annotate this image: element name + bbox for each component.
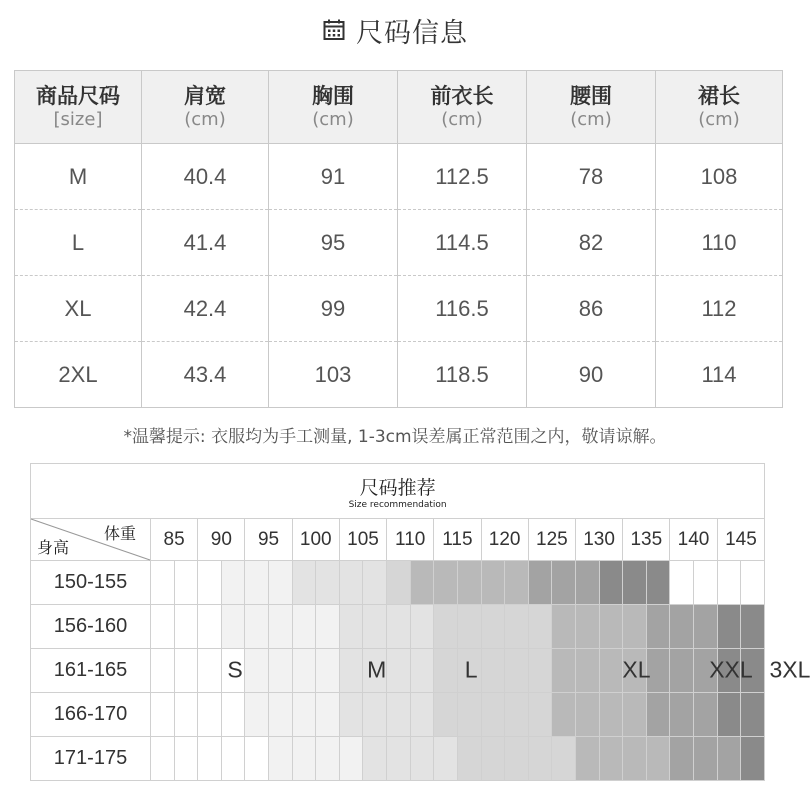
size-table-body — [15, 144, 783, 408]
header-name: 裙长 — [698, 84, 740, 108]
size-label: XXL — [709, 656, 753, 683]
recommendation-cell — [741, 561, 765, 605]
recommendation-cell — [198, 693, 222, 737]
recommendation-cell — [434, 649, 458, 693]
recommendation-cell — [528, 649, 552, 693]
weight-header: 135 — [623, 519, 670, 561]
measurement-cell: 42.4 — [142, 276, 269, 342]
recommendation-cell — [151, 561, 175, 605]
recommendation-cell — [717, 605, 741, 649]
size-cell: 2XL — [15, 342, 142, 408]
recommendation-cell — [316, 649, 340, 693]
recommendation-cell — [623, 693, 647, 737]
recommendation-cell — [599, 605, 623, 649]
recommendation-cell — [623, 561, 647, 605]
header-unit: (cm) — [441, 109, 483, 130]
height-row — [31, 649, 765, 693]
recommendation-cell — [151, 649, 175, 693]
recommendation-cell — [151, 693, 175, 737]
measurement-cell: 116.5 — [398, 276, 527, 342]
table-row — [15, 276, 783, 342]
recommendation-cell — [387, 737, 411, 781]
recommendation-cell — [434, 561, 458, 605]
header-name: 前衣长 — [430, 84, 494, 108]
size-label: L — [464, 656, 478, 683]
weight-header: 140 — [670, 519, 717, 561]
recommendation-cell — [221, 693, 245, 737]
recommendation-cell — [198, 737, 222, 781]
recommendation-cell — [505, 693, 529, 737]
header-unit: (cm) — [698, 109, 740, 130]
recommendation-cell — [363, 561, 387, 605]
recommendation-cell — [505, 605, 529, 649]
recommendation-cell — [410, 561, 434, 605]
height-row — [31, 693, 765, 737]
size-table-header — [15, 71, 783, 144]
recommendation-cell — [387, 561, 411, 605]
size-cell: XL — [15, 276, 142, 342]
recommendation-cell — [717, 561, 741, 605]
recommendation-cell — [269, 737, 293, 781]
recommendation-cell — [245, 649, 269, 693]
measurement-cell: 103 — [269, 342, 398, 408]
recommendation-cell — [292, 693, 316, 737]
weight-header: 120 — [481, 519, 528, 561]
recommendation-cell — [339, 561, 363, 605]
recommendation-cell — [292, 649, 316, 693]
recommendation-cell — [505, 649, 529, 693]
weight-axis-label: 体重 — [103, 524, 136, 543]
recommendation-cell — [694, 737, 718, 781]
height-row — [31, 737, 765, 781]
recommendation-cell — [599, 737, 623, 781]
recommendation-cell — [221, 561, 245, 605]
weight-header: 125 — [528, 519, 575, 561]
measurement-cell: 91 — [269, 144, 398, 210]
recommendation-cell — [198, 649, 222, 693]
recommendation-cell — [316, 605, 340, 649]
recommendation-title: 尺码推荐 — [359, 477, 436, 499]
recommendation-cell — [552, 649, 576, 693]
header-unit: (cm) — [312, 109, 354, 130]
recommendation-cell — [457, 737, 481, 781]
recommendation-cell — [434, 605, 458, 649]
table-row — [15, 210, 783, 276]
size-recommendation-table — [30, 463, 765, 781]
recommendation-cell — [599, 693, 623, 737]
recommendation-cell — [575, 693, 599, 737]
recommendation-cell — [198, 561, 222, 605]
recommendation-cell — [292, 737, 316, 781]
recommendation-cell — [410, 693, 434, 737]
header-cell — [527, 71, 656, 144]
weight-header: 90 — [198, 519, 245, 561]
recommendation-cell — [670, 737, 694, 781]
recommendation-cell — [694, 605, 718, 649]
recommendation-cell — [552, 605, 576, 649]
recommendation-cell — [292, 561, 316, 605]
recommendation-cell — [481, 649, 505, 693]
recommendation-cell — [670, 693, 694, 737]
header-unit: (cm) — [570, 109, 612, 130]
recommendation-cell — [387, 605, 411, 649]
recommendation-cell — [670, 605, 694, 649]
recommendation-cell — [646, 605, 670, 649]
height-row — [31, 561, 765, 605]
recommendation-cell — [434, 737, 458, 781]
weight-header: 105 — [339, 519, 386, 561]
recommendation-cell — [457, 605, 481, 649]
recommendation-cell — [339, 605, 363, 649]
header-name: 腰围 — [570, 84, 612, 108]
recommendation-cell — [599, 649, 623, 693]
weight-header: 100 — [292, 519, 339, 561]
recommendation-subtitle: Size recommendation — [348, 500, 447, 510]
measurement-cell: 78 — [527, 144, 656, 210]
recommendation-cell — [316, 561, 340, 605]
recommendation-cell — [269, 561, 293, 605]
height-header: 166-170 — [31, 693, 151, 737]
recommendation-cell — [457, 561, 481, 605]
recommendation-title-cell — [31, 464, 765, 519]
recommendation-cell — [457, 693, 481, 737]
recommendation-cell — [481, 693, 505, 737]
recommendation-cell — [292, 605, 316, 649]
recommendation-cell — [339, 737, 363, 781]
recommendation-cell — [552, 561, 576, 605]
recommendation-cell — [575, 649, 599, 693]
measurement-cell: 41.4 — [142, 210, 269, 276]
recommendation-cell — [694, 561, 718, 605]
height-header: 156-160 — [31, 605, 151, 649]
recommendation-cell — [316, 693, 340, 737]
recommendation-cell — [528, 605, 552, 649]
measurement-cell: 110 — [656, 210, 783, 276]
recommendation-cell — [410, 605, 434, 649]
recommendation-cell — [339, 693, 363, 737]
recommendation-cell — [717, 737, 741, 781]
recommendation-cell — [481, 605, 505, 649]
recommendation-cell — [741, 605, 765, 649]
size-cell: M — [15, 144, 142, 210]
recommendation-cell — [269, 605, 293, 649]
header-name: 商品尺码 — [36, 84, 120, 108]
measurement-cell: 95 — [269, 210, 398, 276]
recommendation-cell — [623, 605, 647, 649]
recommendation-cell — [434, 693, 458, 737]
height-axis-label: 身高 — [37, 538, 70, 557]
recommendation-cell — [339, 649, 363, 693]
recommendation-cell — [670, 561, 694, 605]
recommendation-cell — [670, 649, 694, 693]
recommendation-cell — [646, 561, 670, 605]
measurement-cell: 43.4 — [142, 342, 269, 408]
recommendation-cell — [575, 605, 599, 649]
measurement-cell: 112 — [656, 276, 783, 342]
size-label: M — [367, 656, 387, 683]
measurement-note: *温馨提示: 衣服均为手工测量, 1-3cm误差属正常范围之内，敬请谅解。 — [123, 427, 667, 447]
table-row — [15, 144, 783, 210]
measurement-cell: 118.5 — [398, 342, 527, 408]
recommendation-cell — [623, 737, 647, 781]
header-name: 肩宽 — [184, 84, 226, 108]
recommendation-cell — [552, 737, 576, 781]
recommendation-cell — [245, 605, 269, 649]
recommendation-cell — [269, 693, 293, 737]
measurement-cell: 99 — [269, 276, 398, 342]
height-row — [31, 605, 765, 649]
recommendation-cell — [316, 737, 340, 781]
recommendation-cell — [646, 693, 670, 737]
weight-header: 110 — [387, 519, 434, 561]
header-cell — [656, 71, 783, 144]
measurement-cell: 114.5 — [398, 210, 527, 276]
height-header: 161-165 — [31, 649, 151, 693]
measurement-cell: 86 — [527, 276, 656, 342]
header-cell — [269, 71, 398, 144]
weight-header: 95 — [245, 519, 292, 561]
recommendation-cell — [717, 693, 741, 737]
header-name: 胸围 — [312, 84, 354, 108]
recommendation-cell — [552, 693, 576, 737]
recommendation-cell — [575, 737, 599, 781]
recommendation-cell — [481, 737, 505, 781]
size-info-table — [14, 70, 783, 408]
recommendation-cell — [528, 693, 552, 737]
weight-header: 130 — [575, 519, 622, 561]
page-header — [0, 12, 790, 48]
header-unit: [size] — [53, 109, 103, 130]
measurement-cell: 40.4 — [142, 144, 269, 210]
weight-header: 145 — [717, 519, 765, 561]
recommendation-cell — [387, 693, 411, 737]
weight-header: 115 — [434, 519, 481, 561]
recommendation-cell — [363, 693, 387, 737]
measurement-cell: 82 — [527, 210, 656, 276]
recommendation-cell — [646, 737, 670, 781]
size-cell: L — [15, 210, 142, 276]
recommendation-cell — [174, 693, 198, 737]
recommendation-cell — [151, 605, 175, 649]
measurement-cell: 108 — [656, 144, 783, 210]
recommendation-cell — [269, 649, 293, 693]
header-cell — [142, 71, 269, 144]
recommendation-cell — [410, 649, 434, 693]
recommendation-cell — [741, 693, 765, 737]
recommendation-cell — [481, 561, 505, 605]
recommendation-cell — [505, 561, 529, 605]
recommendation-cell — [528, 737, 552, 781]
corner-cell — [31, 519, 151, 561]
measurement-cell: 112.5 — [398, 144, 527, 210]
measurement-cell: 90 — [527, 342, 656, 408]
recommendation-cell — [198, 605, 222, 649]
recommendation-cell — [221, 605, 245, 649]
recommendation-cell — [363, 605, 387, 649]
recommendation-cell — [410, 737, 434, 781]
recommendation-cell — [174, 605, 198, 649]
recommendation-cell — [151, 737, 175, 781]
recommendation-cell — [245, 737, 269, 781]
weight-header: 85 — [151, 519, 198, 561]
recommendation-cell — [599, 561, 623, 605]
size-label: S — [227, 656, 243, 683]
recommendation-cell — [741, 737, 765, 781]
measurement-cell: 114 — [656, 342, 783, 408]
recommendation-cell — [575, 561, 599, 605]
recommendation-cell — [174, 737, 198, 781]
height-header: 150-155 — [31, 561, 151, 605]
size-label: 3XL — [769, 656, 810, 683]
recommendation-cell — [363, 737, 387, 781]
page-title: 尺码信息 — [356, 17, 468, 49]
recommendation-cell — [505, 737, 529, 781]
weight-row — [31, 519, 765, 561]
recommendation-cell — [694, 693, 718, 737]
recommendation-cell — [221, 737, 245, 781]
recommendation-cell — [387, 649, 411, 693]
size-label: XL — [622, 656, 651, 683]
recommendation-cell — [245, 693, 269, 737]
recommendation-cell — [174, 649, 198, 693]
height-header: 171-175 — [31, 737, 151, 781]
recommendation-cell — [174, 561, 198, 605]
table-row — [15, 342, 783, 408]
calendar-icon — [322, 18, 346, 42]
header-cell — [398, 71, 527, 144]
recommendation-cell — [245, 561, 269, 605]
header-unit: (cm) — [184, 109, 226, 130]
header-cell — [15, 71, 142, 144]
recommendation-cell — [528, 561, 552, 605]
